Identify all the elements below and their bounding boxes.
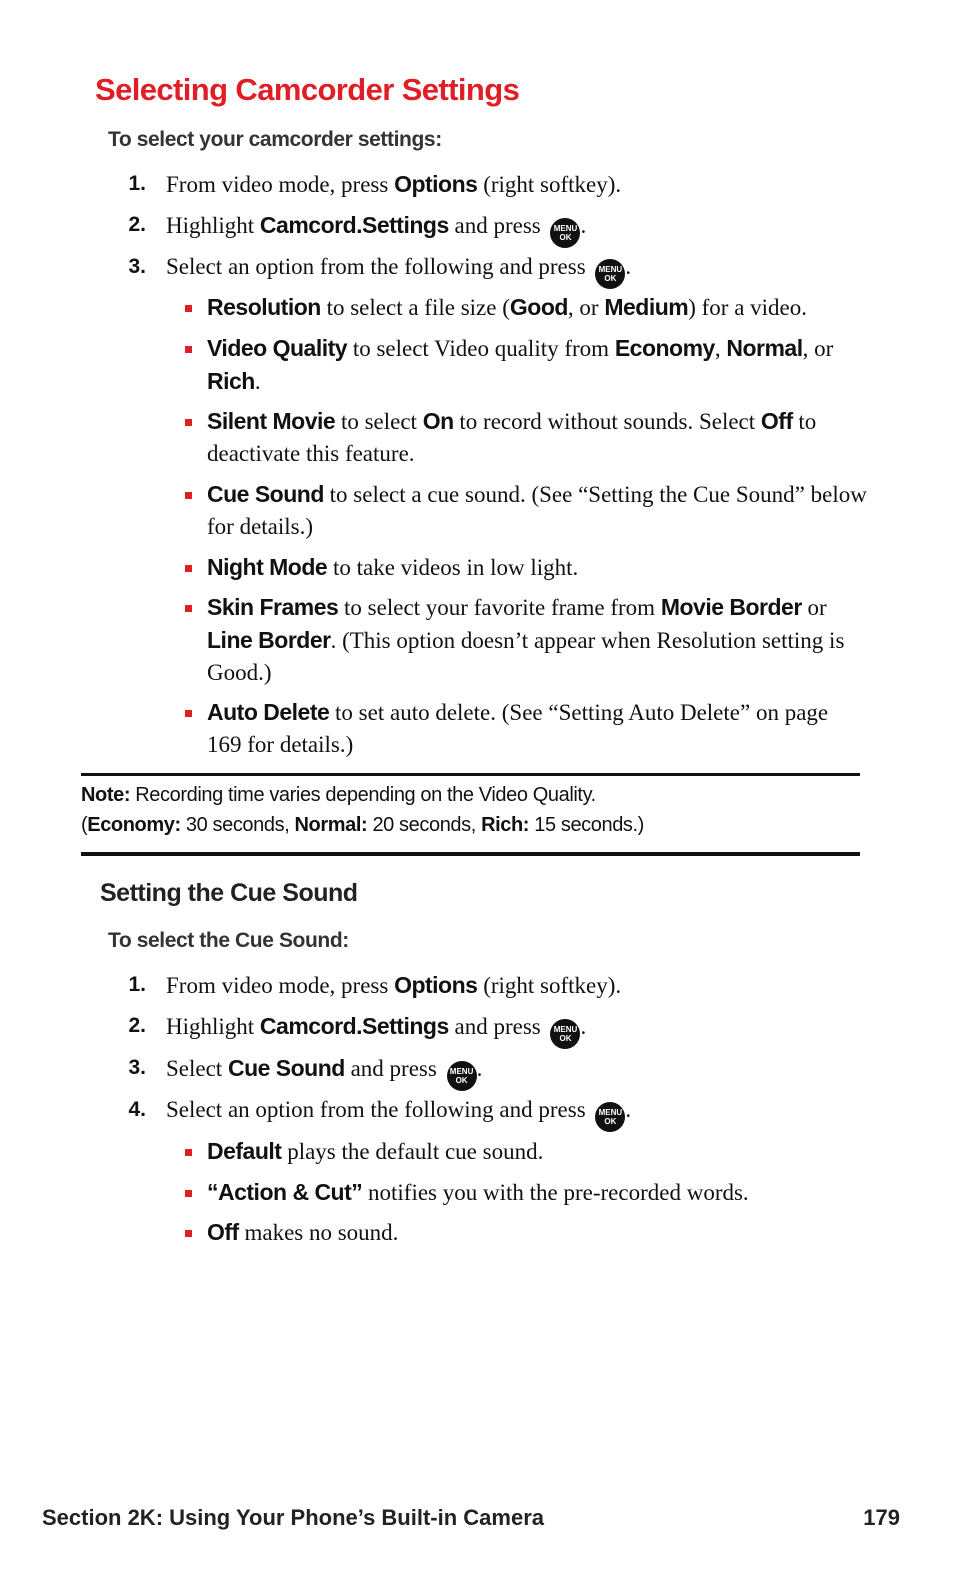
bullet-square-icon <box>185 605 192 612</box>
page-footer <box>42 1505 900 1531</box>
bullet-square-icon <box>185 346 192 353</box>
note-line-1: Note: Recording time varies depending on the Video Quality. <box>81 784 596 806</box>
step-number: 4. <box>128 1098 146 1121</box>
note-box <box>81 773 860 856</box>
menu-ok-icon: MENU OK <box>595 1102 625 1132</box>
bullet-square-icon <box>185 1230 192 1237</box>
menu-ok-icon: MENU OK <box>550 218 580 248</box>
bullet-square-icon <box>185 492 192 499</box>
step-text: Select an option from the following and press MENU OK . <box>166 1094 631 1132</box>
bullet-square-icon <box>185 1190 192 1197</box>
page-title: Selecting Camcorder Settings <box>95 72 520 107</box>
step-number: 1. <box>128 973 146 996</box>
procedure-intro: To select the Cue Sound: <box>108 929 349 952</box>
section-heading: Setting the Cue Sound <box>100 879 358 907</box>
footer-section-title: Section 2K: Using Your Phone’s Built-in Camera <box>42 1505 545 1530</box>
step-text: Select an option from the following and press MENU OK . <box>166 251 631 289</box>
page-number: 179 <box>863 1505 900 1530</box>
step-text: From video mode, press Options (right softkey). <box>166 171 622 197</box>
menu-ok-icon: MENU OK <box>550 1019 580 1049</box>
note-line-2: (Economy: 30 seconds, Normal: 20 seconds, Rich: 15 seconds.) <box>81 814 644 836</box>
step-number: 3. <box>128 1056 146 1079</box>
procedure-intro: To select your camcorder settings: <box>108 128 442 151</box>
step-text: From video mode, press Options (right softkey). <box>166 972 622 998</box>
step-text: Highlight Camcord.Settings and press MENU OK . <box>166 1010 586 1049</box>
step-number: 3. <box>128 255 146 278</box>
step-text: Select Cue Sound and press MENU OK . <box>166 1052 482 1091</box>
step-number: 2. <box>128 1014 146 1037</box>
bullet-square-icon <box>185 305 192 312</box>
bullet-square-icon <box>185 419 192 426</box>
menu-ok-icon: MENU OK <box>595 259 625 289</box>
step-number: 2. <box>128 213 146 236</box>
bullet-square-icon <box>185 565 192 572</box>
bullet-square-icon <box>185 710 192 717</box>
step-number: 1. <box>128 172 146 195</box>
step-text: Highlight Camcord.Settings and press MENU OK . <box>166 209 586 248</box>
menu-ok-icon: MENU OK <box>447 1061 477 1091</box>
bullet-square-icon <box>185 1149 192 1156</box>
